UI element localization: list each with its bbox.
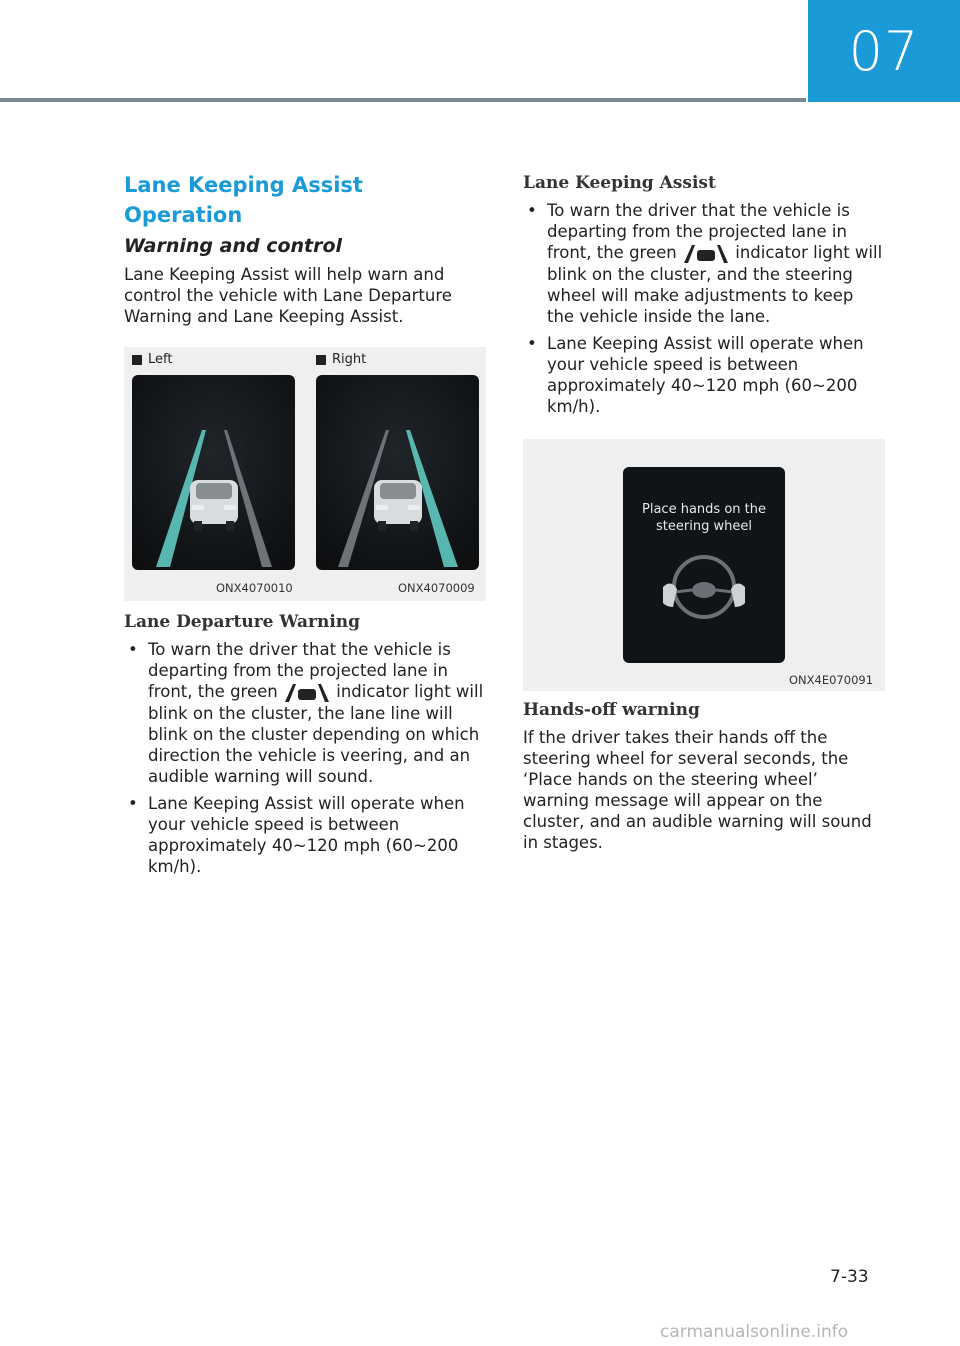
ldw-bullet-2: • Lane Keeping Assist will operate when your vehicle speed is between approximately 40~120 mph (60~200 km/h). [124,793,486,877]
chapter-tab: 07 [808,0,960,102]
lka-heading: Lane Keeping Assist [523,173,716,193]
hands-off-heading: Hands-off warning [523,699,700,720]
ldw-bullets [124,639,486,877]
watermark: carmanualsonline.info [660,1322,849,1342]
header-rule [0,98,806,102]
lane-departure-figure [124,347,486,601]
car-rear-icon [374,480,422,531]
page-number: 7-33 [830,1267,869,1287]
lane-keeping-indicator-icon [682,244,730,264]
ldw-bullet-1-text-a: To warn the driver that the vehicle is departing from the projected lane in front, the green [148,640,451,701]
hands-off-paragraph: If the driver takes their hands off the steering wheel for several seconds, the ‘Place hands on the steering wheel’ warning message will appear on the cluster, and an audible warning will sound in stages. [523,727,872,852]
figure-code-left: ONX4070010 [216,581,293,595]
subsection-title: Warning and control [124,235,343,257]
intro-paragraph: Lane Keeping Assist will help warn and control the vehicle with Lane Departure Warning and Lane Keeping Assist. [124,265,452,326]
lka-bullet-1-text-b: indicator light will blink on the cluster, and the steering wheel will make adjustments to keep the vehicle inside the lane. [547,243,883,326]
ldw-bullet-1 [124,639,486,787]
square-bullet-icon [316,355,326,365]
section-title: Lane Keeping Assist Operation [124,173,363,227]
lka-bullets [523,200,885,417]
lka-bullet-1 [523,200,885,327]
lane-keeping-indicator-icon [283,683,331,703]
ldw-heading: Lane Departure Warning [124,612,361,632]
ldw-bullet-1-text-b: indicator light will blink on the cluster, the lane line will blink on the cluster depending on which direction the vehicle is veering, and an audible warning will sound. [148,682,484,786]
cluster-screen-left [132,375,295,570]
right-label-text: Right [332,352,367,367]
screen-text-line1: Place hands on the [642,501,766,517]
figure-label-right [316,352,366,367]
cluster-screen-right [316,375,479,570]
figure-label-left [132,352,172,367]
lka-bullet-2: • Lane Keeping Assist will operate when your vehicle speed is between approximately 40~120 mph (60~200 km/h). [523,333,885,417]
figure-code-right: ONX4070009 [398,581,475,595]
lka-bullet-1-text-a: To warn the driver that the vehicle is departing from the projected lane in front, the green [547,201,850,262]
left-label-text: Left [148,352,173,367]
left-column [124,170,486,883]
car-rear-icon [190,480,238,531]
square-bullet-icon [132,355,142,365]
right-column [523,172,885,853]
screen-text-line2: steering wheel [656,518,752,534]
hands-off-figure [523,439,885,691]
cluster-screen-hands-off [623,467,785,663]
figure-code: ONX4E070091 [789,672,874,687]
